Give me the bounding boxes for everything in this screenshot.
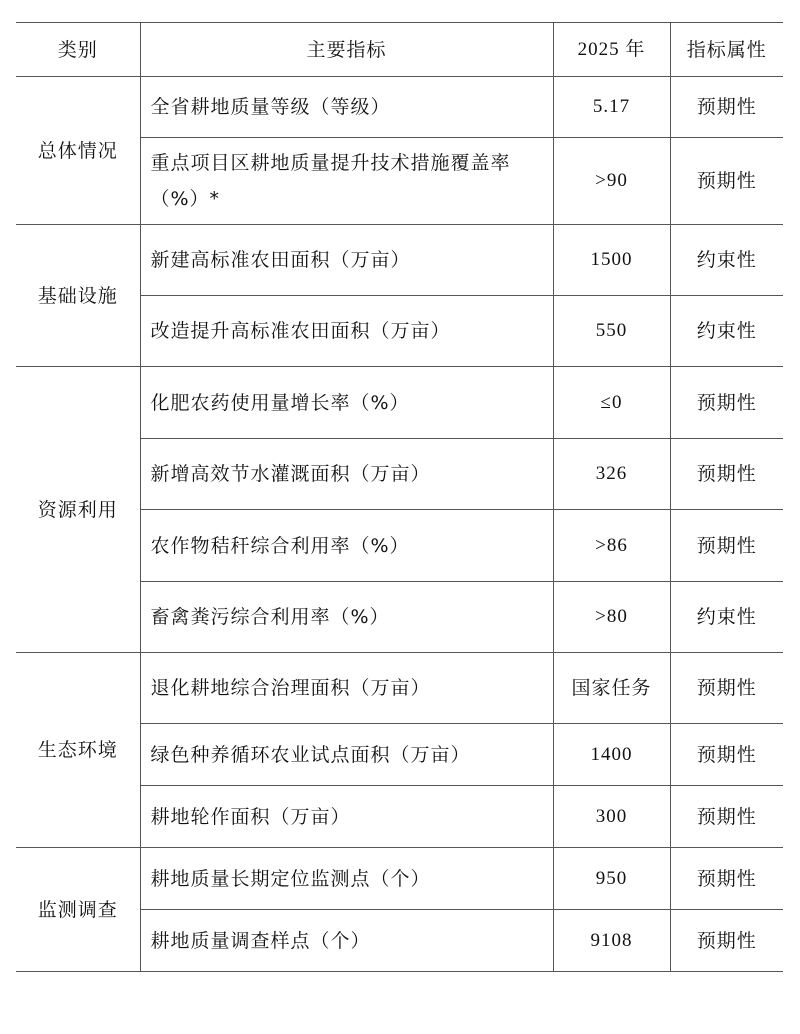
attribute-cell: 预期性 [670, 848, 783, 910]
target-value-cell: ≤0 [553, 367, 670, 439]
target-value-cell: 550 [553, 296, 670, 367]
indicator-cell: 全省耕地质量等级（等级） [140, 77, 553, 138]
category-cell: 总体情况 [16, 77, 140, 225]
indicator-cell: 改造提升高标准农田面积（万亩） [140, 296, 553, 367]
header-target-2025: 2025 年 [553, 23, 670, 77]
table-row [16, 653, 783, 724]
attribute-cell: 预期性 [670, 510, 783, 582]
indicator-cell: 畜禽粪污综合利用率（%） [140, 582, 553, 653]
indicator-cell: 重点项目区耕地质量提升技术措施覆盖率（%）* [140, 138, 553, 225]
attribute-cell: 约束性 [670, 225, 783, 296]
header-indicator: 主要指标 [140, 23, 553, 77]
indicator-cell: 新建高标准农田面积（万亩） [140, 225, 553, 296]
target-value-cell: >90 [553, 138, 670, 225]
attribute-cell: 预期性 [670, 367, 783, 439]
attribute-cell: 约束性 [670, 582, 783, 653]
target-value-cell: >86 [553, 510, 670, 582]
table-row [16, 367, 783, 439]
attribute-cell: 约束性 [670, 296, 783, 367]
attribute-cell: 预期性 [670, 786, 783, 848]
table-row [16, 77, 783, 138]
category-cell: 基础设施 [16, 225, 140, 367]
header-attribute: 指标属性 [670, 23, 783, 77]
indicator-cell: 绿色种养循环农业试点面积（万亩） [140, 724, 553, 786]
category-cell: 监测调查 [16, 848, 140, 972]
target-value-cell: 326 [553, 439, 670, 510]
category-cell: 生态环境 [16, 653, 140, 848]
indicator-cell: 耕地质量长期定位监测点（个） [140, 848, 553, 910]
target-value-cell: 1400 [553, 724, 670, 786]
attribute-cell: 预期性 [670, 724, 783, 786]
attribute-cell: 预期性 [670, 439, 783, 510]
target-value-cell: 1500 [553, 225, 670, 296]
target-value-cell: 5.17 [553, 77, 670, 138]
indicator-cell: 耕地质量调查样点（个） [140, 910, 553, 972]
attribute-cell: 预期性 [670, 653, 783, 724]
category-cell: 资源利用 [16, 367, 140, 653]
indicator-cell: 化肥农药使用量增长率（%） [140, 367, 553, 439]
target-value-cell: 9108 [553, 910, 670, 972]
indicator-cell: 耕地轮作面积（万亩） [140, 786, 553, 848]
attribute-cell: 预期性 [670, 138, 783, 225]
table-row [16, 225, 783, 296]
header-row [16, 23, 783, 77]
attribute-cell: 预期性 [670, 77, 783, 138]
target-value-cell: 950 [553, 848, 670, 910]
target-value-cell: 国家任务 [553, 653, 670, 724]
indicator-table [16, 22, 783, 972]
table-row [16, 848, 783, 910]
target-value-cell: >80 [553, 582, 670, 653]
indicator-cell: 新增高效节水灌溉面积（万亩） [140, 439, 553, 510]
target-value-cell: 300 [553, 786, 670, 848]
indicator-cell: 退化耕地综合治理面积（万亩） [140, 653, 553, 724]
indicator-cell: 农作物秸秆综合利用率（%） [140, 510, 553, 582]
attribute-cell: 预期性 [670, 910, 783, 972]
header-category: 类别 [16, 23, 140, 77]
